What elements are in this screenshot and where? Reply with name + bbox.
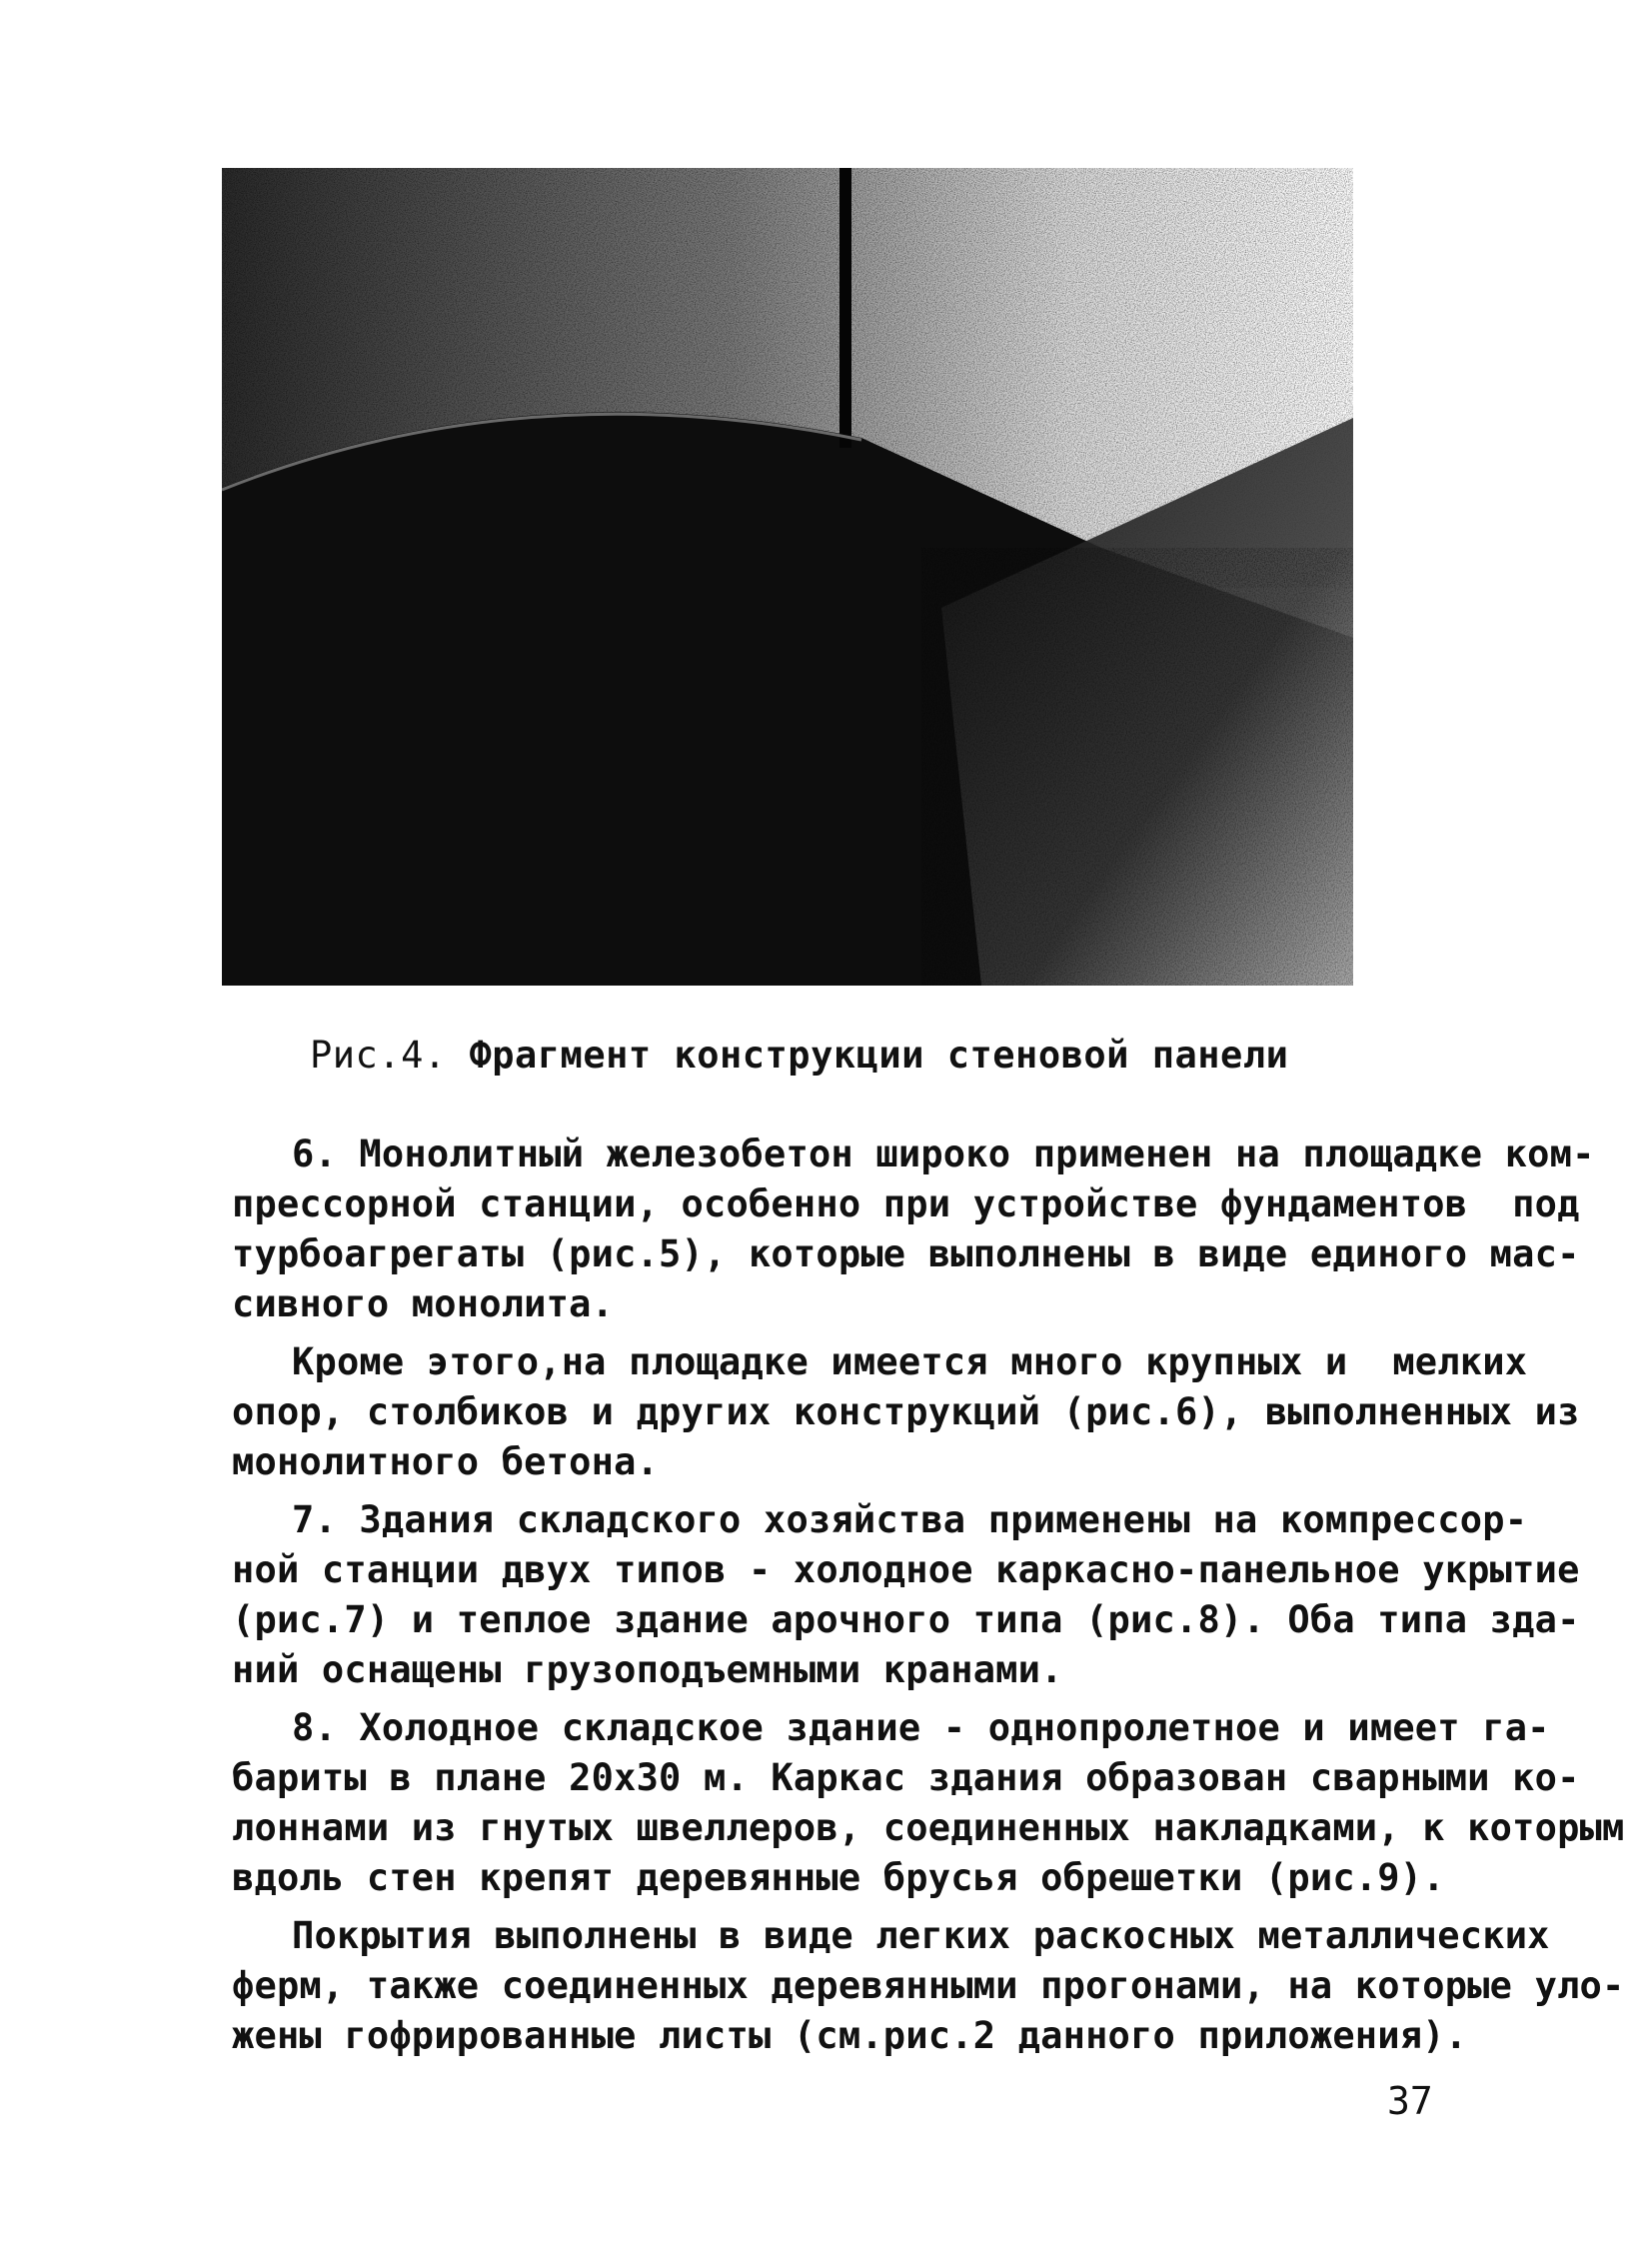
text-line: бариты в плане 20х30 м. Каркас здания образован сварными ко-: [232, 1756, 1580, 1799]
text-line: турбоагрегаты (рис.5), которые выполнены в виде единого мас-: [232, 1232, 1580, 1275]
text-line: ферм, также соединенных деревянными прогонами, на которые уло-: [232, 1964, 1625, 2007]
figure-caption-prefix: Рис.4.: [310, 1034, 447, 1077]
text-line: Покрытия выполнены в виде легких раскосных металлических: [292, 1914, 1550, 1957]
text-line: 7. Здания складского хозяйства применены на компрессор-: [292, 1498, 1528, 1541]
text-line: прессорной станции, особенно при устройстве фундаментов под: [232, 1182, 1580, 1225]
figure-caption: [310, 1032, 1288, 1080]
paragraph: [232, 1337, 1580, 1487]
text-line: вдоль стен крепят деревянные брусья обрешетки (рис.9).: [232, 1856, 1445, 1899]
text-line: опор, столбиков и других конструкций (рис.6), выполненных из: [232, 1390, 1580, 1433]
text-line: монолитного бетона.: [232, 1440, 660, 1483]
text-line: Кроме этого,на площадке имеется много крупных и мелких: [292, 1340, 1528, 1383]
text-line: ний оснащены грузоподъемными кранами.: [232, 1648, 1063, 1691]
body-text: [232, 1129, 1625, 2061]
text-line: лоннами из гнутых швеллеров, соединенных накладками, к которым: [232, 1806, 1625, 1849]
paragraph: [232, 1129, 1595, 1329]
text-line: 8. Холодное складское здание - однопролетное и имеет га-: [292, 1706, 1550, 1749]
text-line: 6. Монолитный железобетон широко применен на площадке ком-: [292, 1132, 1595, 1175]
text-line: сивного монолита.: [232, 1282, 615, 1325]
text-line: жены гофрированные листы (см.рис.2 данного приложения).: [232, 2014, 1468, 2057]
text-line: ной станции двух типов - холодное каркасно-панельное укрытие: [232, 1548, 1580, 1591]
figure-photo: [222, 168, 1353, 986]
paragraph: [232, 1703, 1625, 1903]
text-line: (рис.7) и теплое здание арочного типа (рис.8). Оба типа зда-: [232, 1598, 1580, 1641]
paragraph: [232, 1911, 1625, 2061]
page-number: 37: [1387, 2079, 1433, 2123]
paragraph: [232, 1495, 1580, 1695]
figure-caption-text: Фрагмент конструкции стеновой панели: [469, 1034, 1289, 1077]
